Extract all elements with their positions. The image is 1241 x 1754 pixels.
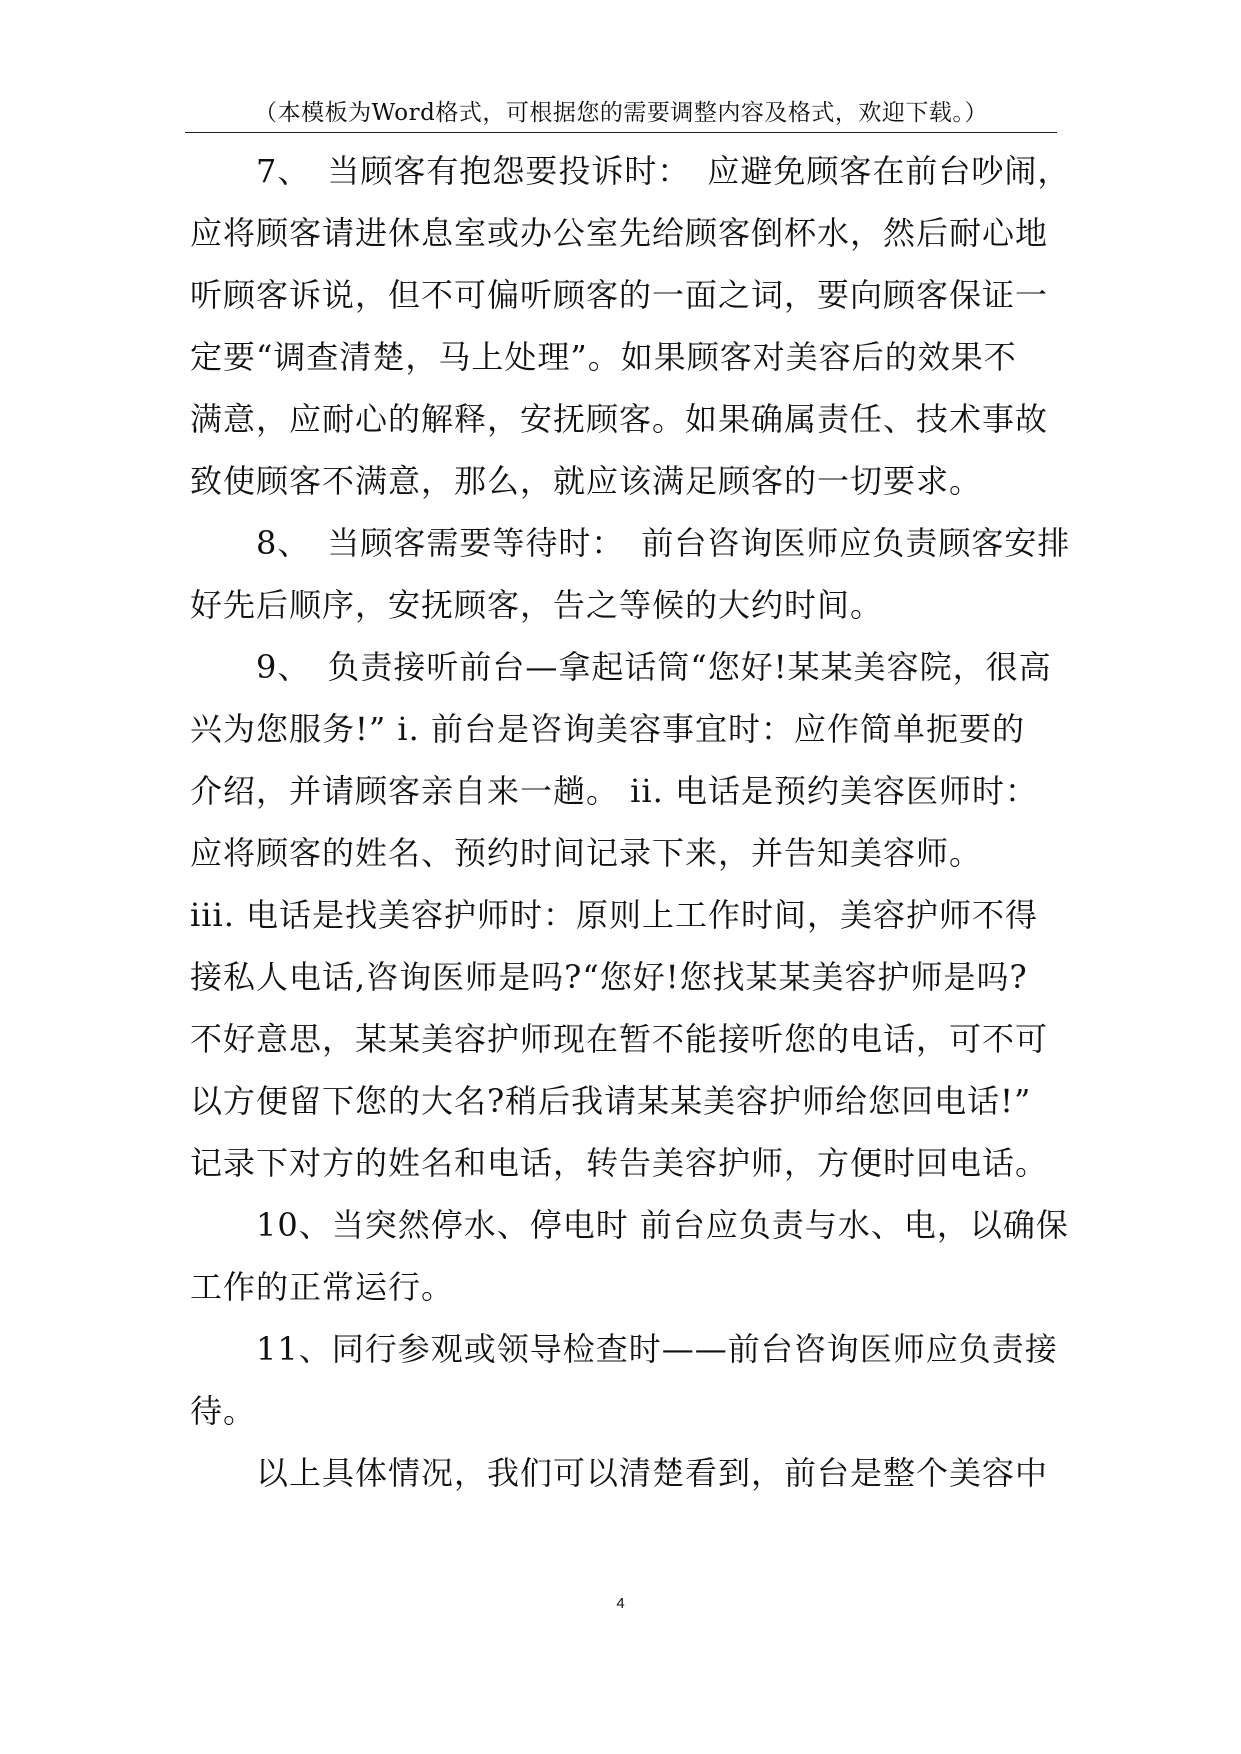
text-line: 11、同行参观或领导检查时——前台咨询医师应负责接 <box>190 1330 1058 1368</box>
text-line: 接私人电话,咨询医师是吗?“您好!您找某某美容护师是吗? <box>190 958 1028 996</box>
page-number: 4 <box>616 1595 625 1612</box>
text-line: 以方便留下您的大名?稍后我请某某美容护师给您回电话!” <box>190 1082 1032 1120</box>
text-line: 听顾客诉说，但不可偏听顾客的一面之词，要向顾客保证一 <box>190 276 1049 314</box>
text-line: 10、当突然停水、停电时 前台应负责与水、电，以确保 <box>190 1206 1069 1244</box>
text-line: 不好意思，某某美容护师现在暂不能接听您的电话，可不可 <box>190 1020 1049 1058</box>
text-line: 待。 <box>190 1392 257 1430</box>
text-line: 兴为您服务!” i. 前台是咨询美容事宜时：应作简单扼要的 <box>190 710 1025 748</box>
text-line: 满意，应耐心的解释，安抚顾客。如果确属责任、技术事故 <box>190 400 1049 438</box>
text-line: 工作的正常运行。 <box>190 1268 455 1306</box>
text-line: 介绍，并请顾客亲自来一趟。 ii. 电话是预约美容医师时： <box>190 772 1038 810</box>
document-body <box>190 140 1071 1504</box>
header-divider <box>185 132 1057 133</box>
text-line: 8、 当顾客需要等待时： 前台咨询医师应负责顾客安排 <box>190 524 1071 562</box>
text-line: 9、 负责接听前台—拿起话筒“您好!某某美容院，很高 <box>190 648 1052 686</box>
text-line: 以上具体情况，我们可以清楚看到，前台是整个美容中 <box>190 1454 1049 1492</box>
text-line: 好先后顺序，安抚顾客，告之等候的大约时间。 <box>190 586 884 624</box>
text-line: 定要“调查清楚，马上处理”。如果顾客对美容后的效果不 <box>190 338 1017 376</box>
text-line: 应将顾客的姓名、预约时间记录下来，并告知美容师。 <box>190 834 983 872</box>
text-line: 应将顾客请进休息室或办公室先给顾客倒杯水，然后耐心地 <box>190 214 1049 252</box>
text-line: iii. 电话是找美容护师时：原则上工作时间，美容护师不得 <box>190 896 1039 934</box>
text-line: 7、 当顾客有抱怨要投诉时： 应避免顾客在前台吵闹， <box>190 152 1071 190</box>
text-line: 致使顾客不满意，那么，就应该满足顾客的一切要求。 <box>190 462 983 500</box>
text-line: 记录下对方的姓名和电话，转告美容护师，方便时回电话。 <box>190 1144 1049 1182</box>
template-note: （本模板为Word格式，可根据您的需要调整内容及格式，欢迎下载。） <box>254 100 988 126</box>
